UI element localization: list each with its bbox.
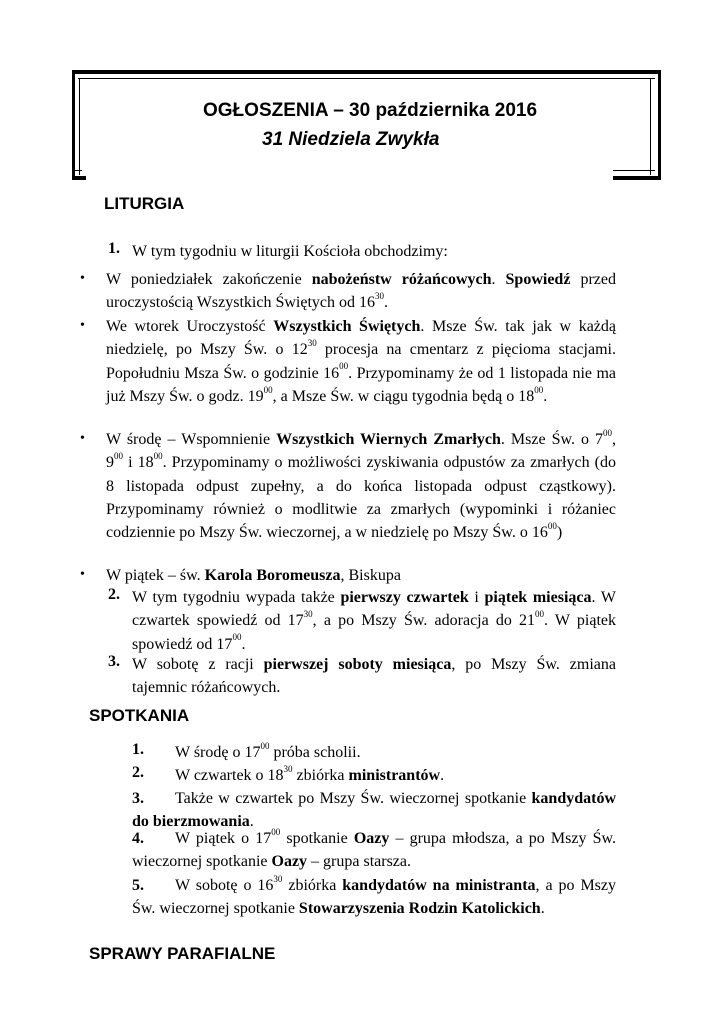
liturgia-bullet-wednesday: W środę – Wspomnienie Wszystkich Wiernych Zmarłych. Msze Św. o $7^{00}$, $9^{00}$ i $18^{00}$. Przypominamy o możliwości zyskiwania odpustów za zmarłych (do 8 listopada odpust zupełny, a do końca listopada odpust cząstkowy). Przypominamy również o modlitwie za zmarłych (wypominki i różaniec codziennie po Mszy Św. wieczornej, a w niedzielę po Mszy Św. o $16^{00}$) (106, 427, 617, 542)
spotkania-item-3-number: 3. (132, 790, 144, 807)
spotkania-item-4-text: 4. W piątek o $17^{00}$ spotkanie Oazy – grupa młodsza, a po Mszy Św. wieczornej spotkanie Oazy – grupa starsza. (132, 826, 617, 871)
liturgia-bullet-friday: W piątek – św. Karola Boromeusza, Biskupa (106, 567, 401, 584)
spotkania-item-4-number: 4. (132, 830, 144, 847)
liturgia-item-3-text: W sobotę z racji pierwszej soboty miesiąca, po Mszy Św. zmiana tajemnic różańcowych. (132, 656, 616, 697)
liturgia-item-2-text: W tym tygodniu wypada także pierwszy czwartek i piątek miesiąca. W czwartek spowiedź od $17^{30}$, a po Mszy Św. adoracja do $21^{00}$. W piątek spowiedź od $17^{00}$. (132, 589, 616, 653)
spotkania-item-1-number: 1. (132, 741, 144, 758)
spotkania-item-1-text: W środę o $17^{00}$ próba scholii. (175, 740, 361, 761)
spotkania-item-5-text: 5. W sobotę o $16^{30}$ zbiórka kandydatów na ministranta, a po Mszy Św. wieczornej spotkanie Stowarzyszenia Rodzin Katolickich. (132, 873, 617, 918)
header-frame-inner (79, 79, 651, 175)
header-frame-bottom-right (613, 176, 661, 180)
liturgia-item-1-number: 1. (108, 240, 120, 257)
liturgia-bullet-tuesday: We wtorek Uroczystość Wszystkich Świętych. Msze Św. tak jak w każdą niedzielę, po Mszy Św. o $12^{30}$ procesja na cmentarz z pięcioma stacjami. Popołudniu Msza Św. o godzinie $16^{00}$. Przypominamy że od 1 listopada nie ma już Mszy Św. o godz. $19^{00}$, a Msze Św. w ciągu tygodnia będą o $18^{00}$. (106, 318, 617, 405)
spotkania-item-2-text: W czwartek o $18^{30}$ zbiórka ministrantów. (175, 763, 445, 784)
header-frame-bottom-left (72, 176, 86, 180)
page-title: OGŁOSZENIA – 30 października 2016 (203, 100, 538, 121)
section-heading-liturgia: LITURGIA (104, 194, 185, 213)
liturgia-item-1-text: W tym tygodniu w liturgii Kościoła obchodzimy: (132, 243, 448, 260)
liturgia-item-3-number: 3. (108, 653, 120, 670)
section-heading-spotkania: SPOTKANIA (89, 706, 190, 725)
liturgia-item-2-number: 2. (108, 586, 120, 603)
bullet-icon: • (80, 271, 85, 286)
spotkania-item-2-number: 2. (132, 764, 144, 781)
bullet-icon: • (80, 567, 85, 582)
page-subtitle: 31 Niedziela Zwykła (262, 129, 440, 150)
spotkania-item-3-text: 3. Także w czwartek po Mszy Św. wieczornej spotkanie kandydatów do bierzmowania. (132, 787, 616, 834)
spotkania-item-5-number: 5. (132, 877, 144, 894)
section-heading-sprawy-parafialne: SPRAWY PARAFIALNE (89, 944, 276, 963)
bullet-icon: • (80, 318, 85, 333)
bullet-icon: • (80, 431, 85, 446)
liturgia-bullet-monday: W poniedziałek zakończenie nabożeństw różańcowych. Spowiedź przed uroczystością Wszystkich Świętych od $16^{30}$. (106, 271, 616, 312)
header-frame-bottom-left-inner (72, 170, 82, 171)
header-frame-bottom-right-inner (613, 170, 655, 171)
